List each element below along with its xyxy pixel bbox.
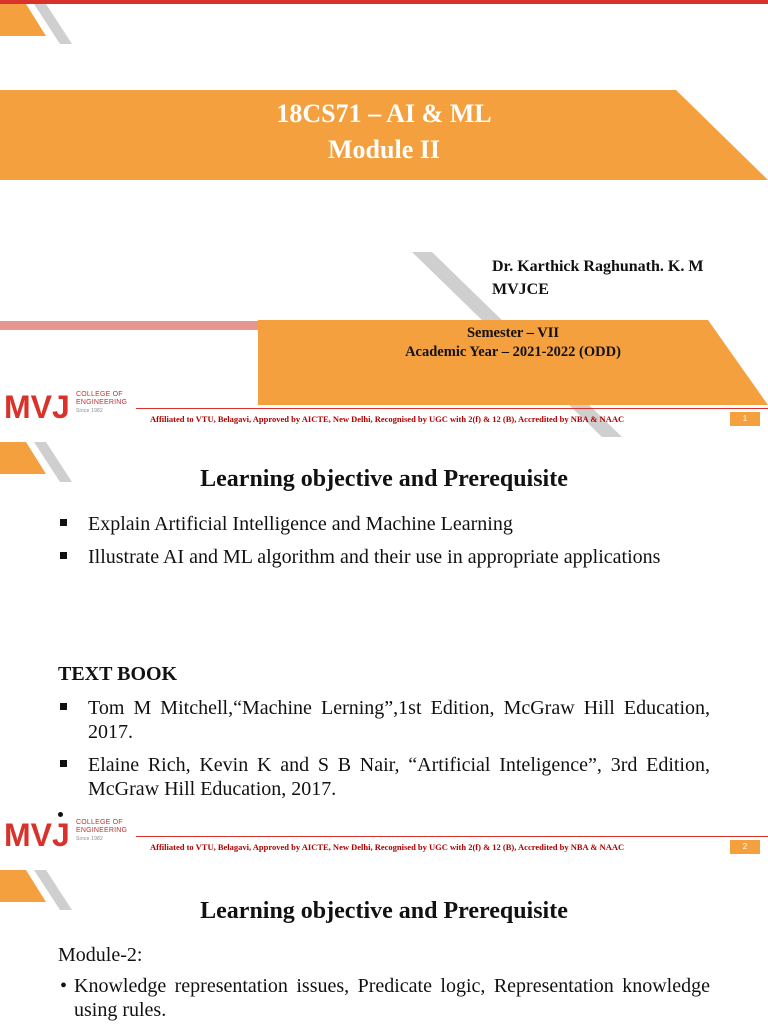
slide-2	[0, 442, 768, 870]
list-item: Explain Artificial Intelligence and Machine Learning	[58, 512, 710, 536]
textbook-heading: TEXT BOOK	[58, 663, 178, 685]
square-bullet-icon	[60, 552, 67, 559]
square-bullet-icon	[60, 760, 67, 767]
page-number: 1	[742, 414, 748, 423]
slide-title: Learning objective and Prerequisite	[200, 466, 568, 492]
module-title: Module II	[328, 135, 440, 164]
slide-1	[0, 0, 768, 442]
semester-block	[258, 324, 768, 362]
logo-line-2: ENGINEERING	[76, 399, 128, 406]
mvj-logo-icon	[4, 816, 76, 850]
logo-caption	[76, 819, 127, 843]
slide-3	[0, 870, 768, 1024]
course-title: 18CS71 – AI & ML	[276, 99, 492, 128]
square-bullet-icon	[60, 519, 67, 526]
module-heading: Module-2:	[58, 944, 143, 966]
footer-rule	[136, 836, 768, 837]
objectives-list	[58, 512, 710, 578]
mvj-logo-icon	[4, 388, 76, 422]
top-red-line	[0, 0, 768, 4]
slide-footer	[0, 814, 768, 852]
author-name: Dr. Karthick Raghunath. K. M	[492, 258, 704, 275]
logo-line-2: ENGINEERING	[76, 827, 128, 834]
affiliation-text: Affiliated to VTU, Belagavi, Approved by AICTE, New Delhi, Recognised by UGC with 2(f) & 12 (B), Accredited by NBA & NAAC	[150, 842, 625, 852]
topics-list	[58, 974, 710, 1024]
semester-label: Semester – VII	[466, 325, 560, 341]
list-item: • Knowledge representation issues, Predicate logic, Representation knowledge using rules.	[60, 975, 710, 1021]
list-item: Tom M Mitchell,“Machine Lerning”,1st Edition, McGraw Hill Education, 2017.	[58, 696, 710, 744]
round-bullet-icon: •	[60, 975, 68, 997]
logo-caption	[76, 391, 127, 415]
logo-mark: MVJ	[4, 389, 70, 422]
logo-since: Since 1982	[76, 408, 104, 414]
list-item: Elaine Rich, Kevin K and S B Nair, “Artificial Inteligence”, 3rd Edition, McGraw Hill Education, 2017.	[58, 753, 710, 801]
list-item: Illustrate AI and ML algorithm and their use in appropriate applications	[58, 545, 710, 569]
corner-grey-slash	[20, 4, 72, 44]
logo-mark: MVJ	[4, 817, 70, 850]
affiliation-text: Affiliated to VTU, Belagavi, Approved by AICTE, New Delhi, Recognised by UGC with 2(f) & 12 (B), Accredited by NBA & NAAC	[150, 414, 625, 424]
academic-year-label: Academic Year – 2021-2022 (ODD)	[405, 344, 621, 360]
logo-since: Since 1982	[76, 836, 104, 842]
institution-name: MVJCE	[492, 281, 549, 298]
footer-rule	[136, 408, 768, 409]
title-block	[0, 96, 768, 168]
logo-line-1: COLLEGE OF	[76, 819, 123, 826]
textbook-list	[58, 696, 710, 810]
logo-line-1: COLLEGE OF	[76, 391, 123, 398]
slide-footer	[0, 386, 768, 424]
page-number: 2	[742, 842, 748, 851]
square-bullet-icon	[60, 703, 67, 710]
slide-title: Learning objective and Prerequisite	[200, 898, 568, 924]
